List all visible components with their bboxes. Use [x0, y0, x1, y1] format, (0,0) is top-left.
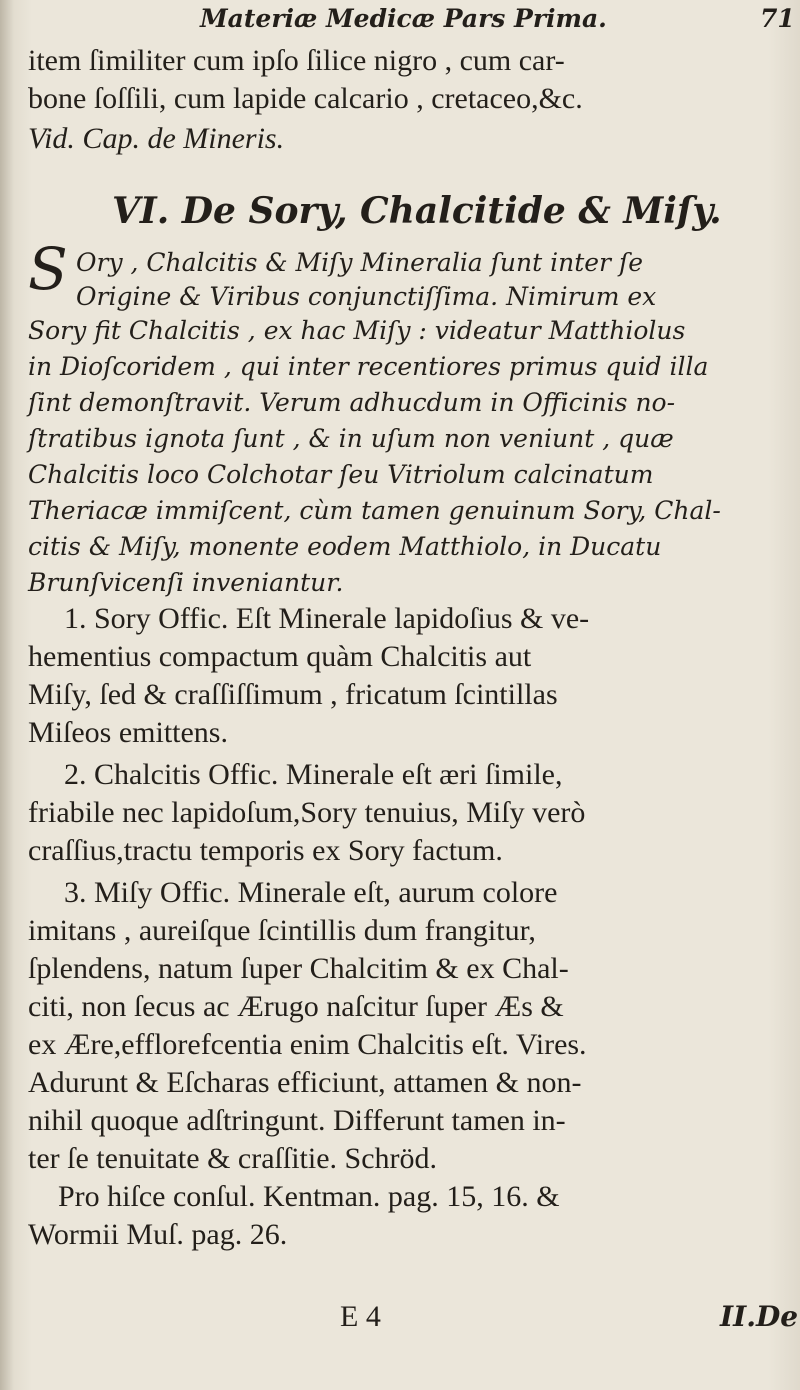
signature-mark: E 4: [340, 1300, 381, 1333]
text-line: ex Ære,efflorefcentia enim Chalcitis eſt. Vires.: [28, 1028, 587, 1061]
text-line: ſtratibus ignota ſunt , & in uſum non veniunt , quæ: [28, 424, 674, 453]
text-line: bone ſoſſili, cum lapide calcario , cretaceo,&c.: [28, 82, 583, 115]
text-line: ſplendens, natum ſuper Chalcitim & ex Chal-: [28, 952, 569, 985]
text-line: Miſeos emittens.: [28, 716, 228, 749]
text-line: citi, non ſecus ac Ærugo naſcitur ſuper Æs &: [28, 990, 564, 1023]
text-line: 3. Miſy Offic. Minerale eſt, aurum colore: [64, 876, 558, 909]
page-binding-edge: [0, 0, 14, 1390]
text-line: Vid. Cap. de Mineris.: [28, 122, 285, 155]
text-line: Brunſvicenſi inveniantur.: [28, 568, 344, 597]
text-line: citis & Miſy, monente eodem Matthiolo, in Ducatu: [28, 532, 662, 561]
text-line: Ory , Chalcitis & Miſy Mineralia ſunt inter ſe: [76, 248, 643, 277]
text-line: ſint demonſtravit. Verum adhucdum in Officinis no-: [28, 388, 676, 417]
text-line: Chalcitis loco Colchotar ſeu Vitriolum calcinatum: [28, 460, 654, 489]
text-line: 2. Chalcitis Offic. Minerale eſt æri ſimile,: [64, 758, 563, 791]
text-line: 1. Sory Offic. Eſt Minerale lapidoſius & ve-: [64, 602, 590, 635]
text-line: imitans , aureiſque ſcintillis dum frangitur,: [28, 914, 536, 947]
running-title: Materiæ Medicæ Pars Prima.: [200, 4, 607, 33]
text-line: Origine & Viribus conjunctiſſima. Nimirum ex: [76, 282, 657, 311]
text-line: Miſy, ſed & craſſiſſimum , fricatum ſcintillas: [28, 678, 558, 711]
text-line: Pro hiſce conſul. Kentman. pag. 15, 16. &: [58, 1180, 560, 1213]
text-line: friabile nec lapidoſum,Sory tenuius, Miſy verò: [28, 796, 586, 829]
section-title: VI. De Sory, Chalcitide & Miſy.: [112, 190, 722, 232]
text-line: craſſius,tractu temporis ex Sory factum.: [28, 834, 503, 867]
text-line: nihil quoque adſtringunt. Differunt tamen in-: [28, 1104, 566, 1137]
text-line: Wormii Muſ. pag. 26.: [28, 1218, 288, 1251]
text-line: item ſimiliter cum ipſo ſilice nigro , cum car-: [28, 44, 565, 77]
text-line: in Dioſcoridem , qui inter recentiores primus quid illa: [28, 352, 709, 381]
text-line: Sory fit Chalcitis , ex hac Miſy : videatur Matthiolus: [28, 316, 686, 345]
text-line: ter ſe tenuitate & craſſitie. Schröd.: [28, 1142, 438, 1175]
catchword: II.De: [720, 1300, 799, 1333]
text-line: Theriacæ immiſcent, cùm tamen genuinum Sory, Chal-: [28, 496, 721, 525]
text-line: hementius compactum quàm Chalcitis aut: [28, 640, 532, 673]
page-header: [200, 4, 800, 40]
text-line: Adurunt & Eſcharas efficiunt, attamen & non-: [28, 1066, 582, 1099]
page-number: 71: [760, 4, 795, 33]
drop-capital: S: [28, 235, 68, 303]
